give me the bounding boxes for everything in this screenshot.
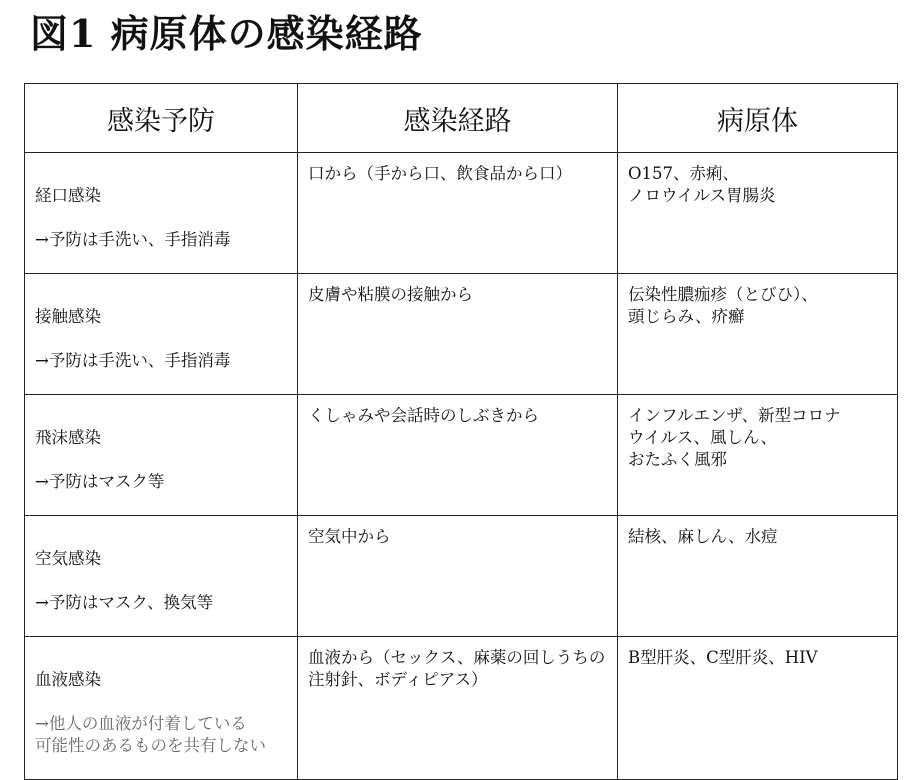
infection-type-name: 飛沫感染 (35, 428, 101, 447)
header-route: 感染経路 (298, 84, 618, 153)
table-header-row (25, 84, 898, 153)
pathogen-cell (618, 153, 898, 274)
route-cell (298, 274, 618, 395)
table-row (25, 637, 898, 780)
prevention-note: →予防は手洗い、手指消毒 (35, 230, 231, 249)
pathogen-text: B型肝炎、C型肝炎、HIV (628, 648, 818, 667)
prevention-note: →予防はマスク、換気等 (35, 593, 214, 612)
table-row (25, 274, 898, 395)
pathogen-text: O157、赤痢、 ノロウイルス胃腸炎 (628, 164, 776, 205)
table-row (25, 153, 898, 274)
route-text: 口から（手から口、飲食品から口） (308, 164, 572, 183)
prevention-cell (25, 153, 298, 274)
prevention-cell (25, 395, 298, 516)
prevention-cell (25, 274, 298, 395)
pathogen-cell (618, 274, 898, 395)
route-cell (298, 153, 618, 274)
route-cell (298, 516, 618, 637)
pathogen-text: 結核、麻しん、水痘 (628, 527, 778, 546)
pathogen-cell (618, 637, 898, 780)
pathogen-cell (618, 395, 898, 516)
infection-type-name: 血液感染 (35, 670, 101, 689)
route-text: 皮膚や粘膜の接触から (308, 285, 473, 304)
header-pathogen: 病原体 (618, 84, 898, 153)
infection-route-table (24, 83, 898, 780)
route-text: 空気中から (308, 527, 391, 546)
pathogen-cell (618, 516, 898, 637)
table-row (25, 516, 898, 637)
infection-type-name: 接触感染 (35, 307, 101, 326)
route-text: 血液から（セックス、麻薬の回しうちの 注射針、ボディピアス） (308, 648, 606, 689)
pathogen-text: インフルエンザ、新型コロナ ウイルス、風しん、 おたふく風邪 (628, 406, 841, 469)
route-cell (298, 637, 618, 780)
page-title: 図1 病原体の感染経路 (30, 11, 423, 56)
prevention-note: →他人の血液が付着している 可能性のあるものを共有しない (35, 714, 266, 755)
prevention-cell (25, 516, 298, 637)
prevention-cell (25, 637, 298, 780)
header-prevention: 感染予防 (25, 84, 298, 153)
infection-type-name: 経口感染 (35, 186, 101, 205)
table-row (25, 395, 898, 516)
infection-type-name: 空気感染 (35, 549, 101, 568)
prevention-note: →予防は手洗い、手指消毒 (35, 351, 231, 370)
pathogen-text: 伝染性膿痂疹（とびひ）、 頭じらみ、疥癬 (628, 285, 818, 326)
route-text: くしゃみや会話時のしぶきから (308, 406, 539, 425)
route-cell (298, 395, 618, 516)
prevention-note: →予防はマスク等 (35, 472, 165, 491)
